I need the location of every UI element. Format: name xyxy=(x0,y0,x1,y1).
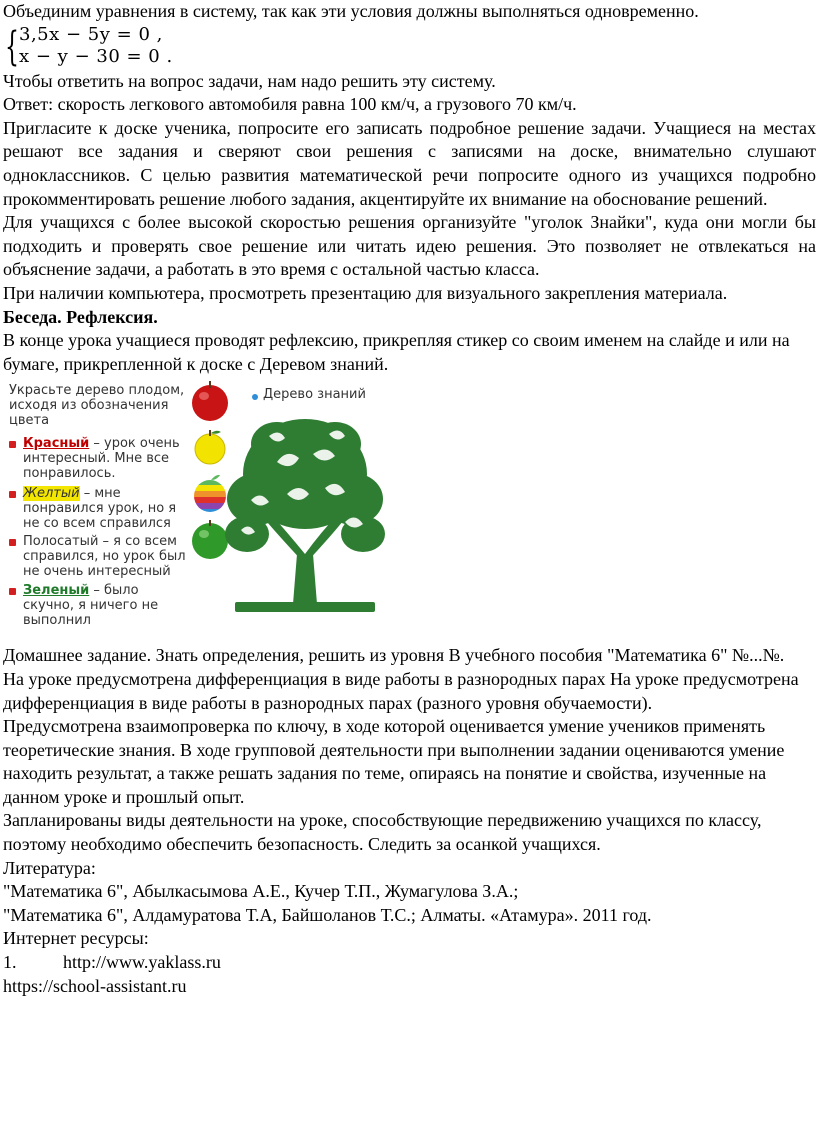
yellow-label: Желтый xyxy=(23,486,80,502)
literature-item-1: "Математика 6", Абылкасымова А.Е., Кучер Т.П., Жумагулова З.А.; xyxy=(3,881,519,902)
paragraph-corner: Для учащихся с более высокой скоростью решения организуйте "уголок Знайки", куда они могли бы подходить и проверять свое решение или читать идею решения. Это позволяет не отвлекаться на объяснение задачи, а работать в это время с остальной частью класса. xyxy=(3,212,816,280)
paragraph-safety: Запланированы виды деятельности на уроке, способствующие передвижению учащихся по классу, поэтому необходимо обеспечить безопасность. Следить за осанкой учащихся. xyxy=(3,810,762,855)
bullet-icon xyxy=(9,491,16,498)
paragraph-board: Пригласите к доске ученика, попросите его записать подробное решение задачи. Учащиеся на местах решают все задания и сверяют свои решения с записями на доске, внимательно слушают одноклассников. С целью развития математической речи попросите одного из учащихся подробно прокомментировать решение любого задания, акцентируйте их внимание на обоснование решений. xyxy=(3,117,816,209)
legend-marker-icon xyxy=(252,394,258,400)
figure-item-green xyxy=(23,583,191,628)
heading-reflection: Беседа. Рефлексия. xyxy=(3,306,158,327)
yellow-description: – мне понравился урок, но я не со всем справился xyxy=(23,486,177,532)
figure-item-striped: Полосатый – я со всем справился, но урок был не очень интересный xyxy=(23,534,186,580)
figure-intro: Украсьте дерево плодом, исходя из обозначения цвета xyxy=(9,383,185,429)
green-label: Зеленый xyxy=(23,583,90,599)
bullet-icon xyxy=(9,588,16,595)
equation-system xyxy=(5,24,816,70)
tree-icon xyxy=(217,404,392,626)
internet-resources-title: Интернет ресурсы: xyxy=(3,928,149,949)
system-brace: { xyxy=(5,23,19,70)
paragraph-reflection: В конце урока учащиеся проводят рефлексию, прикрепляя стикер со своим именем на слайде и или на бумаге, прикрепленной к доске с Деревом знаний. xyxy=(3,330,790,374)
resource-number: 1. xyxy=(3,952,17,973)
resource-item-2 xyxy=(3,975,816,999)
paragraph-peer-check: Предусмотрена взаимопроверка по ключу, в ходе которой оценивается умение учеников применять теоретические знания. В ходе групповой деятельности при выполнении задании оцениваются умение находить результат, а также решать задания по теме, опираясь на понятие и свойства, изученные на данном уроке и прошлый опыт. xyxy=(3,716,785,807)
figure-item-yellow xyxy=(23,486,191,531)
paragraph-answer: Ответ: скорость легкового автомобиля равна 100 км/ч, а грузового 70 км/ч. xyxy=(3,94,577,115)
literature-title: Литература: xyxy=(3,857,96,878)
bullet-icon xyxy=(9,539,16,546)
figure-item-red xyxy=(23,436,191,481)
paragraph-computer: При наличии компьютера, просмотреть презентацию для визуального закрепления материала. xyxy=(3,282,728,303)
bullet-icon xyxy=(9,441,16,448)
resource-link-2[interactable]: https://school-assistant.ru xyxy=(3,975,187,996)
green-description: – было скучно, я ничего не выполнил xyxy=(23,583,159,629)
literature-item-2: "Математика 6", Алдамуратова Т.А, Байшоланов Т.С.; Алматы. «Атамура». 2011 год. xyxy=(3,904,652,925)
figure-legend: Дерево знаний xyxy=(263,387,366,403)
paragraph-intro: Объединим уравнения в систему, так как эти условия должны выполняться одновременно. xyxy=(3,1,699,21)
equation-1: 3,5x − 5y = 0 , xyxy=(19,23,163,45)
document-page xyxy=(3,0,816,998)
red-label: Красный xyxy=(23,436,90,452)
paragraph-homework: Домашнее задание. Знать определения, решить из уровня В учебного пособия "Математика 6" №...№. xyxy=(3,645,785,666)
resource-item-1 xyxy=(3,951,816,975)
red-description: – урок очень интересный. Мне все понравилось. xyxy=(23,436,180,482)
knowledge-tree-figure xyxy=(5,379,816,644)
resource-link-1[interactable]: http://www.yaklass.ru xyxy=(63,952,221,973)
paragraph-differentiation: На уроке предусмотрена дифференциация в виде работы в разнородных парах На уроке предусмотрена дифференциация в виде работы в разнородных парах (разного уровня обучаемости). xyxy=(3,668,799,713)
equation-2: x − y − 30 = 0 . xyxy=(19,45,173,67)
paragraph-solve: Чтобы ответить на вопрос задачи, нам надо решить эту систему. xyxy=(3,70,496,91)
